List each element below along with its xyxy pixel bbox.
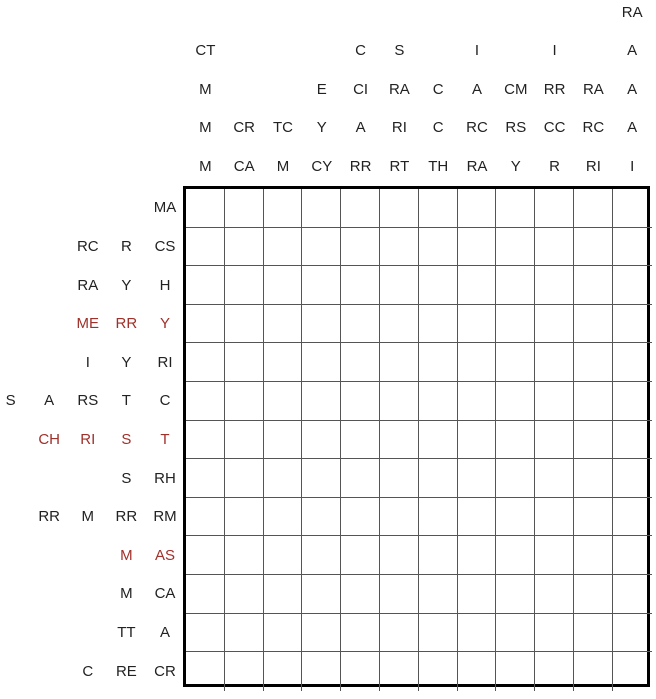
grid-cell[interactable] xyxy=(302,382,341,421)
grid-cell[interactable] xyxy=(186,382,225,421)
column-clue: I xyxy=(474,42,480,59)
row-clue-highlighted: T xyxy=(160,430,170,448)
row-clue: CA xyxy=(154,585,176,603)
column-clue: M xyxy=(199,158,212,175)
column-clue: CT xyxy=(195,42,216,59)
column-clue: S xyxy=(394,42,405,59)
grid-cell[interactable] xyxy=(496,498,535,537)
row-clue: RM xyxy=(153,508,177,526)
grid-cell[interactable] xyxy=(302,228,341,267)
row-clue: S xyxy=(5,392,16,410)
column-clue: CR xyxy=(233,119,256,136)
grid-cell[interactable] xyxy=(458,575,497,614)
grid-cell[interactable] xyxy=(496,421,535,460)
column-clue: M xyxy=(276,158,290,175)
grid-cell[interactable] xyxy=(380,575,419,614)
grid-cell[interactable] xyxy=(186,189,225,228)
row-clue: CR xyxy=(154,662,176,680)
grid-cell[interactable] xyxy=(225,575,264,614)
grid-cell[interactable] xyxy=(302,459,341,498)
grid-cell[interactable] xyxy=(341,459,380,498)
row-clue: RR xyxy=(115,508,138,526)
grid-cell[interactable] xyxy=(225,228,264,267)
grid-cell[interactable] xyxy=(186,228,225,267)
grid-cell[interactable] xyxy=(458,382,497,421)
grid-cell[interactable] xyxy=(225,382,264,421)
row-clue-highlighted: Y xyxy=(159,315,170,333)
row-clue: MA xyxy=(153,199,177,217)
grid-cell[interactable] xyxy=(264,652,303,691)
grid-cell[interactable] xyxy=(302,189,341,228)
column-clue: C xyxy=(432,81,444,98)
grid-cell[interactable] xyxy=(458,266,497,305)
grid-cell[interactable] xyxy=(613,421,652,460)
grid-cell[interactable] xyxy=(613,498,652,537)
grid-cell[interactable] xyxy=(302,343,341,382)
row-clue: Y xyxy=(121,353,132,371)
column-clue: Y xyxy=(316,119,327,136)
grid-cell[interactable] xyxy=(458,459,497,498)
grid-cell[interactable] xyxy=(458,614,497,653)
row-clue: RR xyxy=(38,508,61,526)
grid-cell[interactable] xyxy=(574,382,613,421)
grid-cell[interactable] xyxy=(264,343,303,382)
grid-cell[interactable] xyxy=(458,343,497,382)
column-clue: CC xyxy=(543,119,566,136)
grid-cell[interactable] xyxy=(613,382,652,421)
grid-cell[interactable] xyxy=(225,459,264,498)
grid-cell[interactable] xyxy=(574,305,613,344)
grid-cell[interactable] xyxy=(535,498,574,537)
column-clue: RI xyxy=(585,158,601,175)
column-clue: CY xyxy=(311,158,333,175)
grid-cell[interactable] xyxy=(225,266,264,305)
grid-cell[interactable] xyxy=(496,575,535,614)
grid-cell[interactable] xyxy=(186,614,225,653)
column-clue: M xyxy=(199,119,212,136)
row-clue-highlighted: M xyxy=(120,546,133,564)
grid-cell[interactable] xyxy=(186,498,225,537)
grid-cell[interactable] xyxy=(535,575,574,614)
column-clue: CM xyxy=(504,81,528,98)
grid-cell[interactable] xyxy=(496,459,535,498)
grid-cell[interactable] xyxy=(613,189,652,228)
grid-cell[interactable] xyxy=(186,536,225,575)
grid-cell[interactable] xyxy=(535,421,574,460)
grid-cell[interactable] xyxy=(264,575,303,614)
grid-cell[interactable] xyxy=(264,305,303,344)
grid-cell[interactable] xyxy=(264,189,303,228)
grid-cell[interactable] xyxy=(341,305,380,344)
grid-cell[interactable] xyxy=(341,614,380,653)
grid-cell[interactable] xyxy=(341,498,380,537)
grid-cell[interactable] xyxy=(419,652,458,691)
grid-cell[interactable] xyxy=(458,189,497,228)
row-clue: I xyxy=(85,353,90,371)
row-clue-highlighted: ME xyxy=(76,315,100,333)
grid-cell[interactable] xyxy=(574,536,613,575)
grid-cell[interactable] xyxy=(419,575,458,614)
grid-cell[interactable] xyxy=(380,459,419,498)
grid-cell[interactable] xyxy=(419,343,458,382)
grid-cell[interactable] xyxy=(380,421,419,460)
grid-cell[interactable] xyxy=(380,652,419,691)
grid-cell[interactable] xyxy=(496,228,535,267)
grid-cell[interactable] xyxy=(225,498,264,537)
grid-cell[interactable] xyxy=(186,459,225,498)
grid-cell[interactable] xyxy=(225,421,264,460)
grid-cell[interactable] xyxy=(458,536,497,575)
column-clue: RA xyxy=(388,81,410,98)
grid-cell[interactable] xyxy=(341,421,380,460)
column-clue: A xyxy=(355,119,366,136)
grid-cell[interactable] xyxy=(496,652,535,691)
grid-cell[interactable] xyxy=(341,266,380,305)
column-clue: CI xyxy=(353,81,369,98)
column-clue: RA xyxy=(582,81,604,98)
grid-cell[interactable] xyxy=(419,421,458,460)
puzzle-grid[interactable] xyxy=(183,186,650,687)
grid-cell[interactable] xyxy=(225,343,264,382)
column-clue: RR xyxy=(349,158,372,175)
grid-cell[interactable] xyxy=(574,189,613,228)
row-clue: RH xyxy=(154,469,176,487)
column-clue: RI xyxy=(391,119,407,136)
grid-cell[interactable] xyxy=(186,575,225,614)
row-clue: RS xyxy=(77,392,99,410)
row-clue: RI xyxy=(157,353,173,371)
grid-cell[interactable] xyxy=(613,536,652,575)
grid-cell[interactable] xyxy=(264,498,303,537)
grid-cell[interactable] xyxy=(496,305,535,344)
grid-cell[interactable] xyxy=(341,652,380,691)
grid-cell[interactable] xyxy=(496,189,535,228)
grid-cell[interactable] xyxy=(458,228,497,267)
grid-cell[interactable] xyxy=(535,305,574,344)
grid-cell[interactable] xyxy=(419,459,458,498)
grid-cell[interactable] xyxy=(574,421,613,460)
grid-cell[interactable] xyxy=(380,266,419,305)
row-clue-highlighted: S xyxy=(121,430,132,448)
grid-cell[interactable] xyxy=(458,498,497,537)
grid-cell[interactable] xyxy=(574,575,613,614)
column-clue: TH xyxy=(428,158,449,175)
grid-cell[interactable] xyxy=(264,614,303,653)
grid-cell[interactable] xyxy=(613,305,652,344)
grid-cell[interactable] xyxy=(186,421,225,460)
column-clue: RT xyxy=(389,158,410,175)
grid-cell[interactable] xyxy=(225,652,264,691)
column-clue: A xyxy=(627,81,638,98)
grid-cell[interactable] xyxy=(496,536,535,575)
grid-cell[interactable] xyxy=(613,614,652,653)
row-clue: H xyxy=(159,276,171,294)
grid-cell[interactable] xyxy=(380,343,419,382)
row-clue-highlighted: RR xyxy=(115,315,138,333)
grid-cell[interactable] xyxy=(302,614,341,653)
grid-cell[interactable] xyxy=(302,536,341,575)
grid-cell[interactable] xyxy=(574,614,613,653)
column-clue: RC xyxy=(466,119,488,136)
grid-cell[interactable] xyxy=(302,498,341,537)
grid-cell[interactable] xyxy=(419,189,458,228)
grid-cell[interactable] xyxy=(458,652,497,691)
grid-cell[interactable] xyxy=(380,382,419,421)
grid-cell[interactable] xyxy=(419,498,458,537)
grid-cell[interactable] xyxy=(419,536,458,575)
grid-cell[interactable] xyxy=(496,343,535,382)
column-clue: RR xyxy=(543,81,566,98)
grid-cell[interactable] xyxy=(302,575,341,614)
grid-cell[interactable] xyxy=(341,536,380,575)
column-clue: CA xyxy=(233,158,255,175)
grid-cell[interactable] xyxy=(535,266,574,305)
row-clue: M xyxy=(81,508,95,526)
grid-cell[interactable] xyxy=(574,459,613,498)
grid-cell[interactable] xyxy=(535,382,574,421)
grid-cell[interactable] xyxy=(341,228,380,267)
row-clue: RC xyxy=(76,237,99,255)
row-clue: R xyxy=(120,237,132,255)
grid-cell[interactable] xyxy=(574,228,613,267)
grid-cell[interactable] xyxy=(380,614,419,653)
grid-cell[interactable] xyxy=(613,266,652,305)
grid-cell[interactable] xyxy=(341,382,380,421)
row-clue-highlighted: AS xyxy=(154,546,175,564)
column-clue: RA xyxy=(621,4,643,21)
grid-cell[interactable] xyxy=(535,536,574,575)
grid-cell[interactable] xyxy=(186,652,225,691)
grid-cell[interactable] xyxy=(496,382,535,421)
grid-cell[interactable] xyxy=(380,305,419,344)
grid-cell[interactable] xyxy=(302,652,341,691)
grid-cell[interactable] xyxy=(380,189,419,228)
column-clue: C xyxy=(355,42,367,59)
row-clue: RA xyxy=(77,276,99,294)
grid-cell[interactable] xyxy=(302,305,341,344)
grid-cell[interactable] xyxy=(225,614,264,653)
grid-cell[interactable] xyxy=(380,228,419,267)
grid-cell[interactable] xyxy=(535,652,574,691)
grid-cell[interactable] xyxy=(496,614,535,653)
column-clue: I xyxy=(630,158,635,175)
row-clue: Y xyxy=(121,276,132,294)
grid-cell[interactable] xyxy=(419,382,458,421)
grid-cell[interactable] xyxy=(264,536,303,575)
grid-cell[interactable] xyxy=(574,343,613,382)
grid-cell[interactable] xyxy=(535,614,574,653)
grid-cell[interactable] xyxy=(341,189,380,228)
grid-cell[interactable] xyxy=(225,189,264,228)
grid-cell[interactable] xyxy=(535,228,574,267)
column-clue: E xyxy=(316,81,327,98)
grid-cell[interactable] xyxy=(419,614,458,653)
grid-cell[interactable] xyxy=(264,421,303,460)
grid-cell[interactable] xyxy=(574,498,613,537)
grid-cell[interactable] xyxy=(302,266,341,305)
column-clue: M xyxy=(199,81,212,98)
grid-cell[interactable] xyxy=(302,421,341,460)
grid-cell[interactable] xyxy=(613,652,652,691)
row-clue: A xyxy=(44,392,55,410)
column-clue: A xyxy=(627,119,638,136)
grid-cell[interactable] xyxy=(225,305,264,344)
column-clue: A xyxy=(471,81,482,98)
grid-cell[interactable] xyxy=(496,266,535,305)
grid-cell[interactable] xyxy=(264,266,303,305)
row-clue-highlighted: CH xyxy=(38,430,61,448)
row-clue: TT xyxy=(117,623,136,641)
grid-cell[interactable] xyxy=(574,266,613,305)
column-clue: TC xyxy=(273,119,293,136)
row-clue: C xyxy=(159,392,171,410)
row-clue-highlighted: RI xyxy=(80,430,96,448)
grid-cell[interactable] xyxy=(225,536,264,575)
row-clue: A xyxy=(159,623,170,641)
column-clue: RC xyxy=(582,119,605,136)
grid-cell[interactable] xyxy=(380,498,419,537)
grid-cell[interactable] xyxy=(613,343,652,382)
grid-cell[interactable] xyxy=(574,652,613,691)
grid-cell[interactable] xyxy=(341,575,380,614)
grid-cell[interactable] xyxy=(458,305,497,344)
grid-cell[interactable] xyxy=(264,459,303,498)
grid-cell[interactable] xyxy=(380,536,419,575)
grid-cell[interactable] xyxy=(535,189,574,228)
grid-cell[interactable] xyxy=(535,459,574,498)
grid-cell[interactable] xyxy=(419,266,458,305)
row-clue: M xyxy=(120,585,133,603)
column-clue: RS xyxy=(505,119,527,136)
column-clue: A xyxy=(627,42,638,59)
grid-cell[interactable] xyxy=(264,382,303,421)
row-clue: CS xyxy=(154,237,176,255)
grid-cell[interactable] xyxy=(535,343,574,382)
row-clue: T xyxy=(121,392,131,410)
grid-cell[interactable] xyxy=(613,228,652,267)
column-clue: I xyxy=(552,42,557,59)
grid-cell[interactable] xyxy=(186,266,225,305)
grid-cell[interactable] xyxy=(341,343,380,382)
row-clue: S xyxy=(121,469,132,487)
grid-cell[interactable] xyxy=(419,305,458,344)
grid-cell[interactable] xyxy=(264,228,303,267)
grid-cell[interactable] xyxy=(186,305,225,344)
grid-cell[interactable] xyxy=(419,228,458,267)
column-clue: Y xyxy=(510,158,521,175)
row-clue: C xyxy=(82,662,94,680)
grid-cell[interactable] xyxy=(613,575,652,614)
column-clue: R xyxy=(549,158,561,175)
grid-cell[interactable] xyxy=(458,421,497,460)
column-clue: C xyxy=(432,119,444,136)
column-clue: RA xyxy=(466,158,488,175)
grid-cell[interactable] xyxy=(186,343,225,382)
grid-cell[interactable] xyxy=(613,459,652,498)
row-clue: RE xyxy=(115,662,137,680)
